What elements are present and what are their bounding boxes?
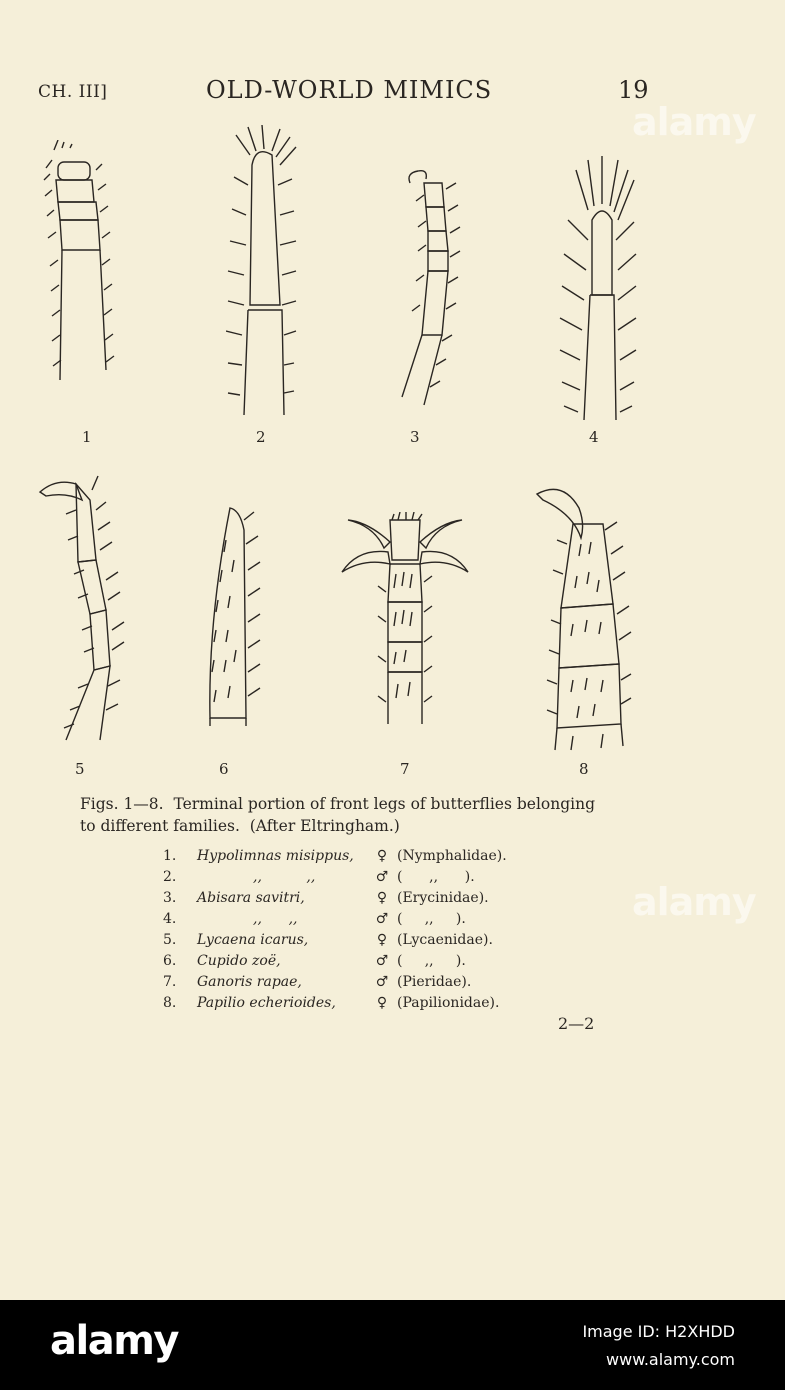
legend-species: Hypolimnas misippus,	[197, 848, 354, 864]
figure-7-number: 7	[400, 760, 410, 778]
legend-species: Cupido zoë,	[197, 953, 281, 969]
legend-row	[163, 993, 523, 1014]
legend-family: ( ,, ).	[397, 911, 466, 927]
figure-2-leg-illustration	[226, 125, 298, 420]
figure-3-leg-illustration	[398, 165, 464, 410]
legend-species: Abisara savitri,	[197, 890, 305, 906]
image-id-label: Image ID: H2XHDD	[582, 1322, 735, 1341]
legend-sex-symbol: ♂	[375, 911, 389, 927]
page-title: OLD-WORLD MIMICS	[206, 76, 493, 104]
figure-5-number: 5	[75, 760, 85, 778]
legend-family: (Pieridae).	[397, 974, 472, 990]
figure-8-leg-illustration	[533, 484, 633, 754]
caption-line-1: Figs. 1—8. Terminal portion of front legs of butterflies belonging	[80, 795, 596, 813]
legend-family: (Papilionidae).	[397, 995, 500, 1011]
chapter-label: CH. III]	[38, 82, 108, 102]
figure-7-leg-illustration	[338, 512, 472, 732]
legend-number: 2.	[163, 869, 177, 885]
species-legend	[163, 846, 523, 1014]
page-header	[38, 76, 649, 106]
legend-number: 8.	[163, 995, 177, 1011]
legend-family: (Erycinidae).	[397, 890, 489, 906]
legend-row	[163, 930, 523, 951]
legend-row	[163, 951, 523, 972]
site-url[interactable]: www.alamy.com	[606, 1350, 735, 1369]
signature-mark: 2—2	[558, 1014, 595, 1033]
legend-number: 6.	[163, 953, 177, 969]
legend-number: 3.	[163, 890, 177, 906]
legend-sex-symbol: ♀	[376, 890, 388, 906]
page-number: 19	[618, 76, 649, 104]
legend-species: Lycaena icarus,	[197, 932, 309, 948]
watermark-logo: alamy	[632, 880, 756, 924]
figure-1-number: 1	[82, 428, 92, 446]
figure-6-number: 6	[219, 760, 229, 778]
figure-5-leg-illustration	[36, 470, 126, 745]
legend-row	[163, 888, 523, 909]
legend-number: 4.	[163, 911, 177, 927]
legend-row	[163, 867, 523, 888]
caption-line-2: to different families. (After Eltringham.)	[80, 817, 400, 835]
legend-sex-symbol: ♂	[375, 869, 389, 885]
legend-sex-symbol: ♀	[376, 848, 388, 864]
legend-sex-symbol: ♂	[375, 974, 389, 990]
legend-number: 5.	[163, 932, 177, 948]
figure-4-leg-illustration	[558, 150, 638, 425]
legend-sex-symbol: ♂	[375, 953, 389, 969]
legend-species: Papilio echerioides,	[197, 995, 336, 1011]
legend-family: ( ,, ).	[397, 953, 466, 969]
legend-family: ( ,, ).	[397, 869, 475, 885]
legend-species: Ganoris rapae,	[197, 974, 302, 990]
legend-number: 1.	[163, 848, 177, 864]
legend-row	[163, 846, 523, 867]
figure-4-number: 4	[589, 428, 599, 446]
legend-number: 7.	[163, 974, 177, 990]
legend-species: ,, ,,	[253, 911, 298, 927]
figure-2-number: 2	[256, 428, 266, 446]
legend-family: (Nymphalidae).	[397, 848, 507, 864]
figure-6-leg-illustration	[200, 500, 266, 730]
alamy-logo: alamy	[50, 1318, 178, 1364]
figure-1-leg-illustration	[40, 140, 120, 385]
figure-caption	[80, 793, 640, 837]
legend-sex-symbol: ♀	[376, 932, 388, 948]
legend-row	[163, 972, 523, 993]
watermark-logo: alamy	[632, 100, 756, 144]
stock-footer-bar	[0, 1300, 785, 1390]
figure-3-number: 3	[410, 428, 420, 446]
legend-row	[163, 909, 523, 930]
legend-family: (Lycaenidae).	[397, 932, 493, 948]
legend-sex-symbol: ♀	[376, 995, 388, 1011]
figure-8-number: 8	[579, 760, 589, 778]
legend-species: ,, ,,	[253, 869, 316, 885]
